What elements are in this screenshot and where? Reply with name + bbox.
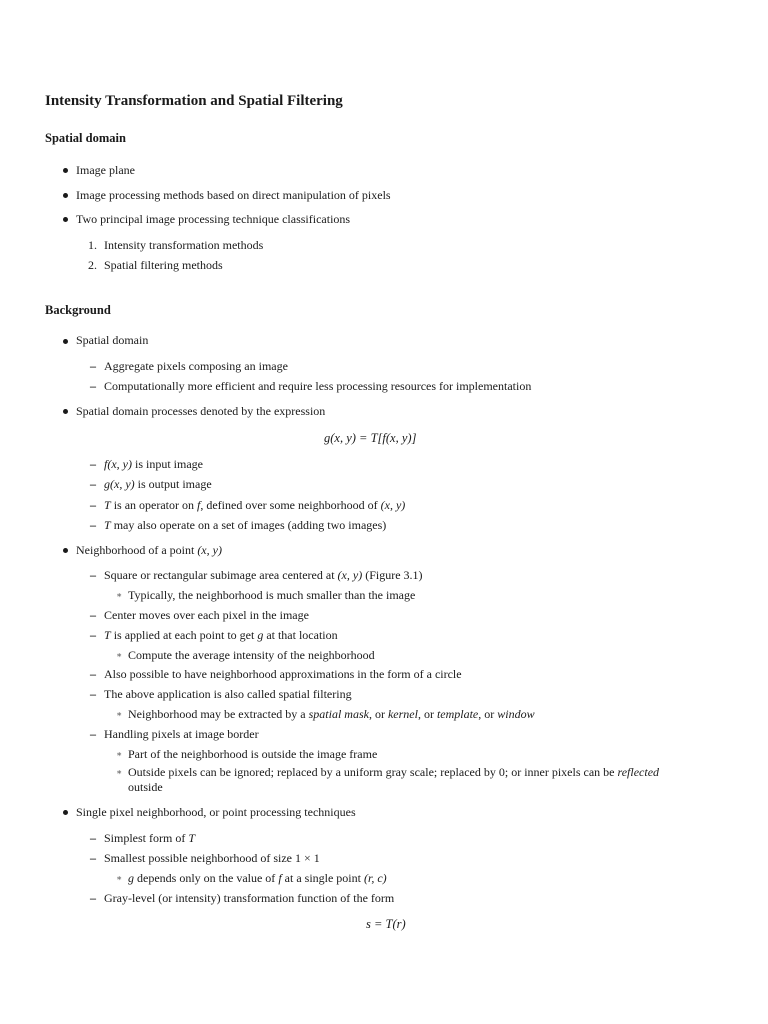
sub-item: Also possible to have neighborhood approximations in the form of a circle [104,667,462,681]
bullet-icon [63,548,68,553]
star-marker: ∗ [116,650,123,660]
sub-item: The above application is also called spatial filtering [104,687,352,701]
star-marker: ∗ [116,767,123,777]
sub-sub-item: Neighborhood may be extracted by a spatial mask, or kernel, or template, or window [128,707,535,721]
dash-marker: – [90,498,96,512]
list-item: Spatial domain processes denoted by the expression [76,404,326,418]
dash-marker: – [90,831,96,845]
numbered-item: Spatial filtering methods [104,258,223,272]
equation: s = T(r) [366,917,406,931]
star-marker: ∗ [116,749,123,759]
list-number: 2. [88,258,97,272]
sub-item: g(x, y) is output image [104,477,212,491]
dash-marker: – [90,667,96,681]
sub-item: Handling pixels at image border [104,727,259,741]
dash-marker: – [90,379,96,393]
dash-marker: – [90,891,96,905]
sub-item: Computationally more efficient and require less processing resources for implementation [104,379,532,393]
bullet-icon [63,339,68,344]
sub-sub-item: g depends only on the value of f at a single point (r, c) [128,871,387,885]
dash-marker: – [90,608,96,622]
dash-marker: – [90,727,96,741]
sub-item: Simplest form of T [104,831,196,845]
list-item: Two principal image processing technique classifications [76,212,351,226]
sub-item: T is an operator on f, defined over some neighborhood of (x, y) [104,498,406,512]
dash-marker: – [90,457,96,471]
sub-item: T is applied at each point to get g at that location [104,628,338,642]
star-marker: ∗ [116,590,123,600]
bullet-icon [63,810,68,815]
sub-item: Gray-level (or intensity) transformation function of the form [104,891,395,905]
sub-sub-item: Part of the neighborhood is outside the image frame [128,747,378,761]
sub-sub-item: Compute the average intensity of the neighborhood [128,648,375,662]
section-heading-spatial-domain: Spatial domain [45,131,126,145]
sub-item: Square or rectangular subimage area centered at (x, y) (Figure 3.1) [104,568,423,582]
star-marker: ∗ [116,709,123,719]
dash-marker: – [90,518,96,532]
bullet-icon [63,193,68,198]
list-item: Neighborhood of a point (x, y) [76,543,222,557]
star-marker: ∗ [116,873,123,883]
dash-marker: – [90,628,96,642]
bullet-icon [63,217,68,222]
dash-marker: – [90,477,96,491]
numbered-item: Intensity transformation methods [104,238,264,252]
bullet-icon [63,409,68,414]
sub-item: T may also operate on a set of images (adding two images) [104,518,387,532]
sub-item: Aggregate pixels composing an image [104,359,288,373]
sub-sub-item: Outside pixels can be ignored; replaced by a uniform gray scale; replaced by 0; or inner pixels can be reflected [128,765,660,779]
page-title: Intensity Transformation and Spatial Filtering [45,93,343,109]
sub-sub-item-continuation: outside [128,780,163,794]
sub-sub-item: Typically, the neighborhood is much smaller than the image [128,588,416,602]
list-item: Image plane [76,163,135,177]
dash-marker: – [90,359,96,373]
dash-marker: – [90,851,96,865]
list-number: 1. [88,238,97,252]
list-item: Image processing methods based on direct manipulation of pixels [76,188,391,202]
dash-marker: – [90,568,96,582]
dash-marker: – [90,687,96,701]
sub-item: f(x, y) is input image [104,457,203,471]
sub-item: Smallest possible neighborhood of size 1 × 1 [104,851,320,865]
sub-item: Center moves over each pixel in the image [104,608,309,622]
list-item: Single pixel neighborhood, or point processing techniques [76,805,356,819]
section-heading-background: Background [45,303,111,317]
equation: g(x, y) = T[f(x, y)] [324,431,417,445]
list-item: Spatial domain [76,333,149,347]
bullet-icon [63,168,68,173]
